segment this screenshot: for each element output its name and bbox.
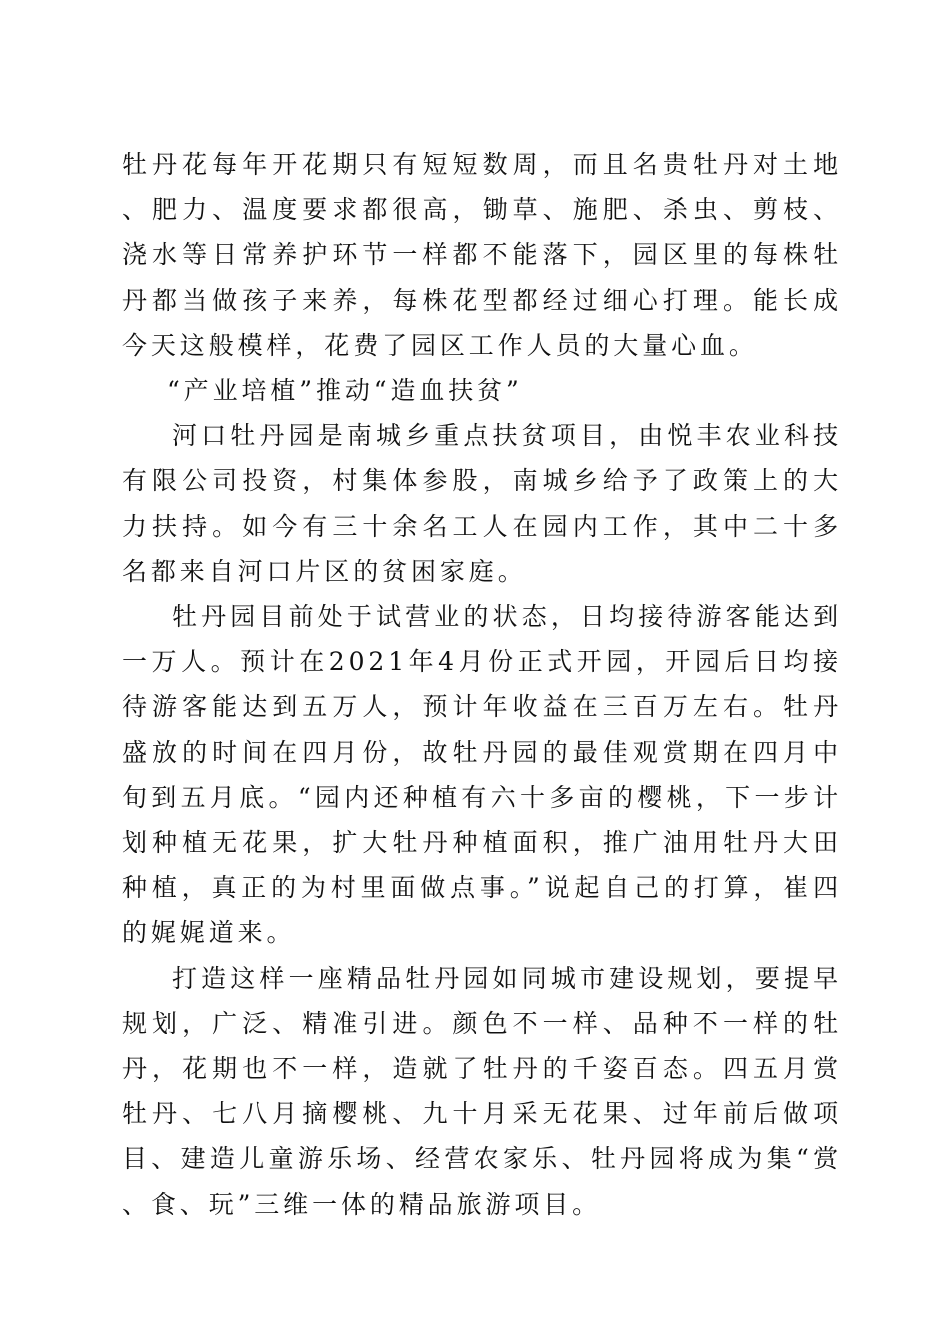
paragraph-planning: 打造这样一座精品牡丹园如同城市建设规划，要提早规划，广泛、精准引进。颜色不一样、品种不一样的牡丹，花期也不一样，造就了牡丹的千姿百态。四五月赏牡丹、七八月摘樱桃、九十月采无花果、过年前后做项目、建造儿童游乐场、经营农家乐、牡丹园将成为集“赏、食、玩”三维一体的精品旅游项目。	[122, 963, 842, 1219]
paragraph-poverty-project: 河口牡丹园是南城乡重点扶贫项目，由悦丰农业科技有限公司投资，村集体参股，南城乡给予了政策上的大力扶持。如今有三十余名工人在园内工作，其中二十多名都来自河口片区的贫困家庭。	[122, 421, 842, 586]
paragraph-peony-care: 牡丹花每年开花期只有短短数周，而且名贵牡丹对土地、肥力、温度要求都很高，锄草、施肥、杀虫、剪枝、浇水等日常养护环节一样都不能落下，园区里的每株牡丹都当做孩子来养，每株花型都经过细心打理。能长成今天这般模样，花费了园区工作人员的大量心血。	[122, 150, 842, 360]
paragraph-trial-operation: 牡丹园目前处于试营业的状态，日均接待游客能达到一万人。预计在2021年4月份正式开园，开园后日均接待游客能达到五万人，预计年收益在三百万左右。牡丹盛放的时间在四月份，故牡丹园的最佳观赏期在四月中旬到五月底。“园内还种植有六十多亩的樱桃，下一步计划种植无花果，扩大牡丹种植面积，推广油用牡丹大田种植，真正的为村里面做点事。”说起自己的打算，崔四的娓娓道来。	[122, 602, 842, 948]
section-heading: “产业培植”推动“造血扶贫”	[167, 376, 523, 406]
document-page	[122, 142, 842, 1227]
